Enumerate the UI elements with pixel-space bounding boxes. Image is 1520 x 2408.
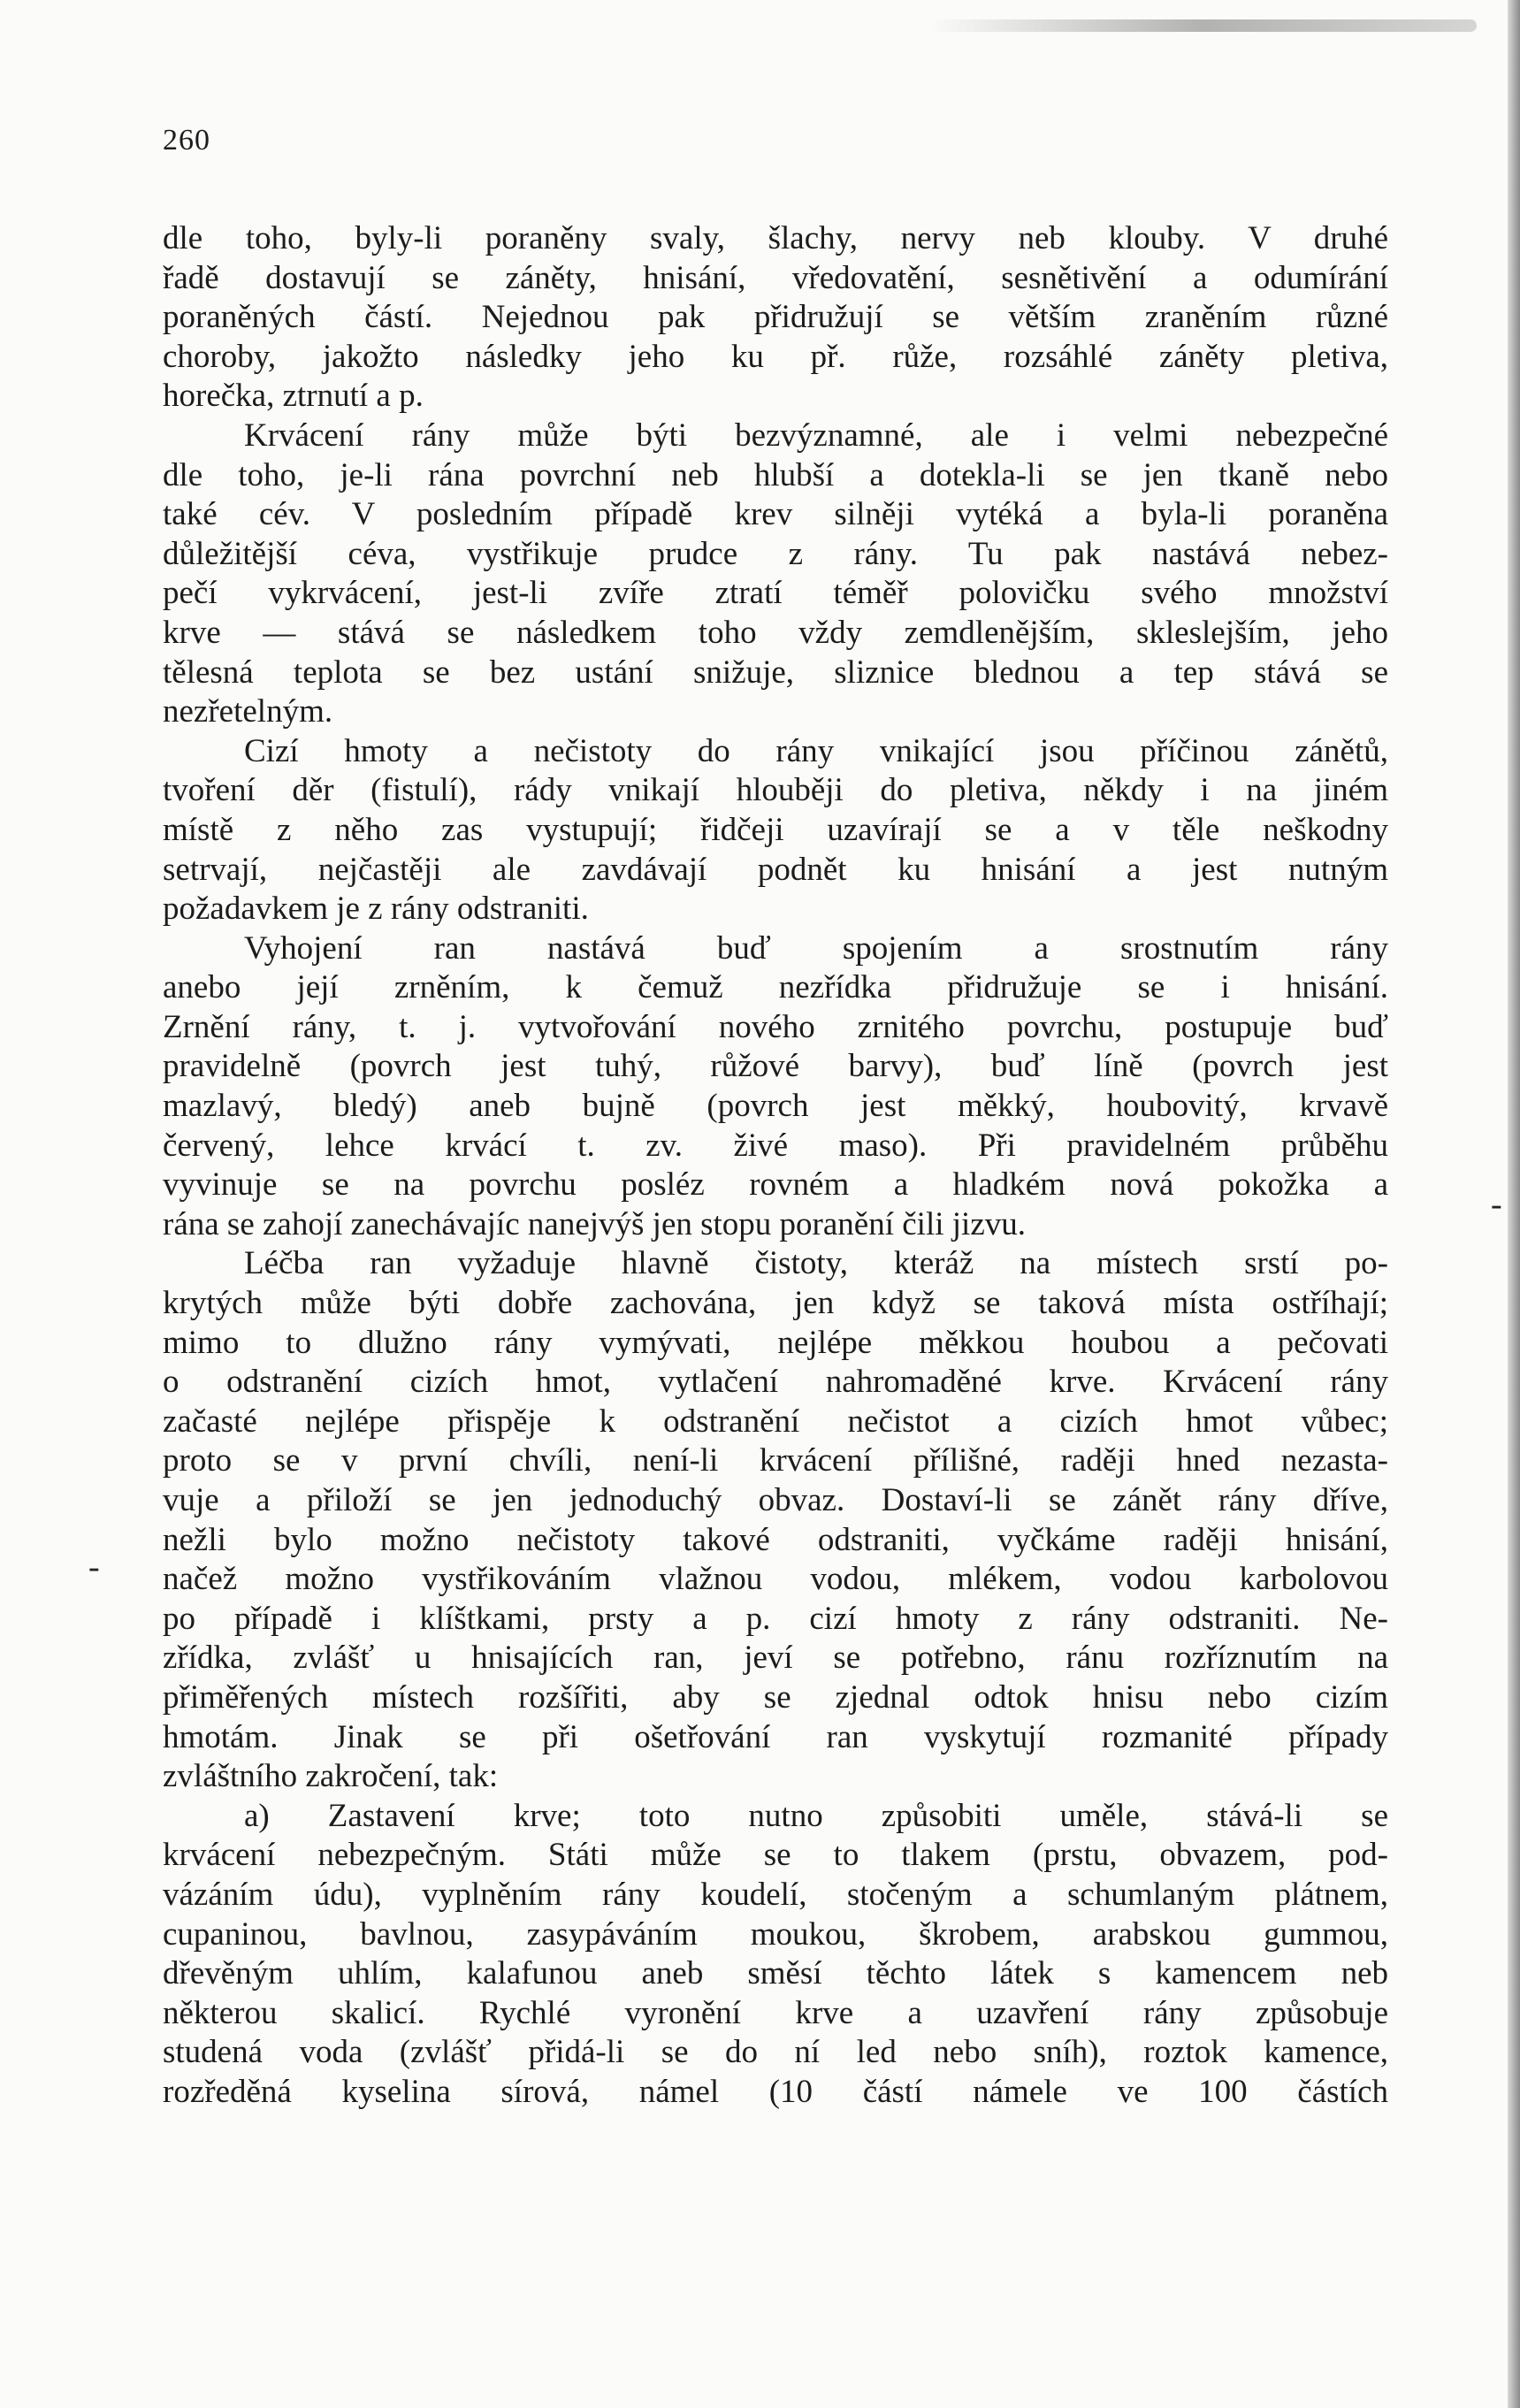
text-line: anebo její zrněním, k čemuž nezřídka přidružuje se i hnisání.	[163, 969, 1388, 1006]
paragraph-start: Vyhojení ran nastává buď spojením a srostnutím rány	[244, 929, 1388, 967]
text-line: také cév. V posledním případě krev silněji vytéká a byla-li poraněna	[163, 496, 1388, 533]
text-line: vyvinuje se na povrchu posléz rovném a hladkém nová pokožka a	[163, 1166, 1388, 1204]
text-line: choroby, jakožto následky jeho ku př. růže, rozsáhlé záněty pletiva,	[163, 338, 1388, 375]
text-line: setrvají, nejčastěji ale zavdávají podnět ku hnisání a jest nutným	[163, 851, 1388, 888]
text-line: přiměřených místech rozšířiti, aby se zjednal odtok hnisu nebo cizím	[163, 1678, 1388, 1716]
text-line: zřídka, zvlášť u hnisajících ran, jeví se potřebno, ránu rozříznutím na	[163, 1640, 1388, 1677]
paragraph-start: Léčba ran vyžaduje hlavně čistoty, kteráž na místech srstí po-	[244, 1245, 1388, 1282]
text-line: hmotám. Jinak se při ošetřování ran vyskytují rozmanité případy	[163, 1718, 1388, 1755]
text-line: rána se zahojí zanechávajíc nanejvýš jen stopu poranění čili jizvu.	[163, 1205, 1027, 1242]
page-number: 260	[163, 124, 210, 157]
text-line: dle toho, byly-li poraněny svaly, šlachy, nervy neb klouby. V druhé	[163, 220, 1388, 256]
paragraph-start: a) Zastavení krve; toto nutno způsobiti uměle, stává-li se	[244, 1797, 1388, 1834]
text-line: poraněných částí. Nejednou pak přidružují se větším zraněním různé	[163, 299, 1388, 336]
page-edge-shadow	[1508, 0, 1520, 2408]
text-line: po případě i klíštkami, prsty a p. cizí hmoty z rány odstraniti. Ne-	[163, 1600, 1388, 1637]
text-line: Zrnění rány, t. j. vytvořování nového zrnitého povrchu, postupuje buď	[163, 1008, 1388, 1045]
text-line: zvláštního zakročení, tak:	[163, 1758, 499, 1795]
text-line: studená voda (zvlášť přidá-li se do ní led nebo sníh), roztok kamence,	[163, 2034, 1388, 2071]
text-line: načež možno vystřikováním vlažnou vodou, mlékem, vodou karbolovou	[163, 1561, 1388, 1598]
text-line: vázáním údu), vyplněním rány koudelí, stočeným a schumlaným plátnem,	[163, 1876, 1388, 1913]
text-line: nežli bylo možno nečistoty takové odstraniti, vyčkáme raději hnisání,	[163, 1521, 1388, 1558]
text-line: horečka, ztrnutí a p.	[163, 378, 424, 415]
text-line: krvácení nebezpečným. Státi může se to tlakem (prstu, obvazem, pod-	[163, 1837, 1388, 1874]
text-line: pravidelně (povrch jest tuhý, růžové barvy), buď líně (povrch jest	[163, 1048, 1388, 1085]
text-line: krve — stává se následkem toho vždy zemdlenějším, skleslejším, jeho	[163, 614, 1388, 651]
text-line: dřevěným uhlím, kalafunou aneb směsí těchto látek s kamencem neb	[163, 1955, 1388, 1992]
text-line: řadě dostavují se záněty, hnisání, vředovatění, sesnětivění a odumírání	[163, 259, 1388, 296]
margin-mark: -	[1491, 1186, 1502, 1223]
text-line: o odstranění cizích hmot, vytlačení nahromaděné krve. Krvácení rány	[163, 1364, 1388, 1401]
text-line: začasté nejlépe přispěje k odstranění nečistot a cizích hmot vůbec;	[163, 1403, 1388, 1440]
margin-mark: -	[88, 1548, 100, 1586]
scan-smudge	[928, 19, 1477, 32]
text-line: požadavkem je z rány odstraniti.	[163, 891, 589, 928]
text-line: tvoření děr (fistulí), rády vnikají hlouběji do pletiva, někdy i na jiném	[163, 772, 1388, 809]
text-line: červený, lehce krvácí t. zv. živé maso). Při pravidelném průběhu	[163, 1127, 1388, 1164]
text-line: některou skalicí. Rychlé vyronění krve a uzavření rány způsobuje	[163, 1994, 1388, 2031]
text-line: rozředěná kyselina sírová, námel (10 částí námele ve 100 částích	[163, 2073, 1388, 2110]
text-line: cupaninou, bavlnou, zasypáváním moukou, škrobem, arabskou gummou,	[163, 1915, 1388, 1953]
text-line: mazlavý, bledý) aneb bujně (povrch jest měkký, houbovitý, krvavě	[163, 1088, 1388, 1125]
text-line: tělesná teplota se bez ustání snižuje, sliznice blednou a tep stává se	[163, 654, 1388, 691]
text-line: místě z něho zas vystupují; řidčeji uzavírají se a v těle neškodny	[163, 811, 1388, 848]
text-line: vuje a přiloží se jen jednoduchý obvaz. Dostaví-li se zánět rány dříve,	[163, 1482, 1388, 1518]
body-text	[163, 219, 1388, 2113]
text-line: proto se v první chvíli, není-li krvácení přílišné, raději hned nezasta-	[163, 1442, 1388, 1479]
text-line: důležitější céva, vystřikuje prudce z rány. Tu pak nastává nebez-	[163, 535, 1388, 572]
text-line: dle toho, je-li rána povrchní neb hlubší a dotekla-li se jen tkaně nebo	[163, 456, 1388, 493]
paragraph-start: Krvácení rány může býti bezvýznamné, ale i velmi nebezpečné	[244, 417, 1388, 454]
text-line: pečí vykrvácení, jest-li zvíře ztratí téměř polovičku svého množství	[163, 575, 1388, 612]
paragraph-start: Cizí hmoty a nečistoty do rány vnikající jsou příčinou zánětů,	[244, 732, 1388, 769]
text-line: krytých může býti dobře zachována, jen když se taková místa ostříhají;	[163, 1285, 1388, 1322]
text-line: nezřetelným.	[163, 693, 333, 730]
text-line: mimo to dlužno rány vymývati, nejlépe měkkou houbou a pečovati	[163, 1324, 1388, 1361]
